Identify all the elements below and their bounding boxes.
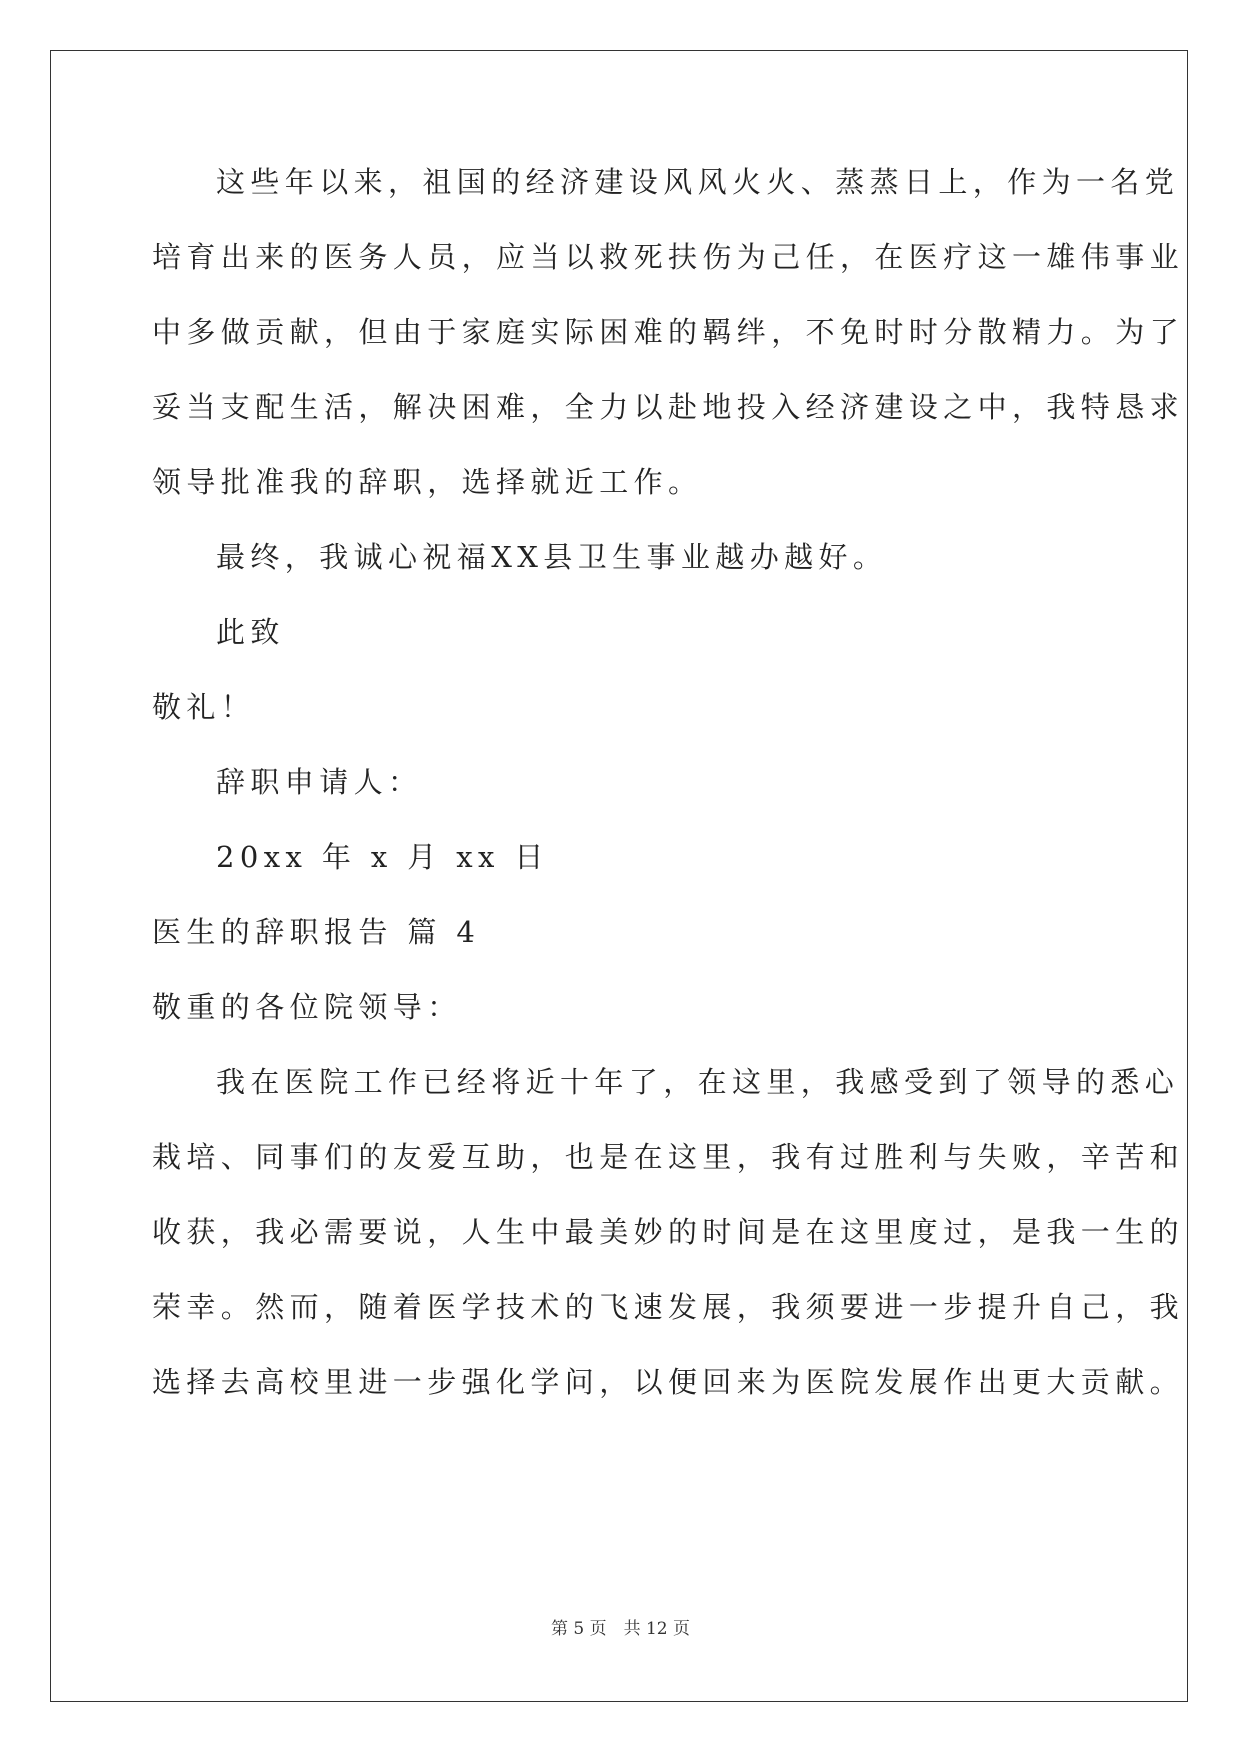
letter-greeting: 敬重的各位院领导： [152,990,462,1024]
page-number-footer: 第 5 页 共 12 页 [550,1619,691,1639]
paragraph-line: 领导批准我的辞职，选择就近工作。 [152,465,703,499]
paragraph-line: 妥当支配生活，解决困难，全力以赴地投入经济建设之中，我特恳求 [152,390,1185,424]
applicant-signature: 辞职申请人： [216,765,423,799]
paragraph-line: 中多做贡献，但由于家庭实际困难的羁绊，不免时时分散精力。为了 [152,315,1185,349]
paragraph-line: 荣幸。然而，随着医学技术的飞速发展，我须要进一步提升自己，我 [152,1290,1185,1324]
document-body [152,163,1185,1438]
paragraph-line: 选择去高校里进一步强化学问，以便回来为医院发展作出更大贡献。 [152,1365,1185,1399]
paragraph-line: 收获，我必需要说，人生中最美妙的时间是在这里度过，是我一生的 [152,1215,1185,1249]
paragraph-line: 栽培、同事们的友爱互助，也是在这里，我有过胜利与失败，辛苦和 [152,1140,1185,1174]
paragraph-line: 培育出来的医务人员，应当以救死扶伤为己任，在医疗这一雄伟事业 [152,240,1185,274]
paragraph-line: 这些年以来，祖国的经济建设风风火火、蒸蒸日上，作为一名党 [216,165,1180,199]
salutation-zhizhi: 此致 [216,615,285,649]
closing-wish: 最终，我诚心祝福XX县卫生事业越办越好。 [216,540,888,574]
paragraph-line: 我在医院工作已经将近十年了，在这里，我感受到了领导的悉心 [216,1065,1180,1099]
letter-date: 20xx 年 x 月 xx 日 [216,840,549,874]
section-heading: 医生的辞职报告 篇 4 [152,915,481,949]
salutation-jingli: 敬礼！ [152,690,256,724]
